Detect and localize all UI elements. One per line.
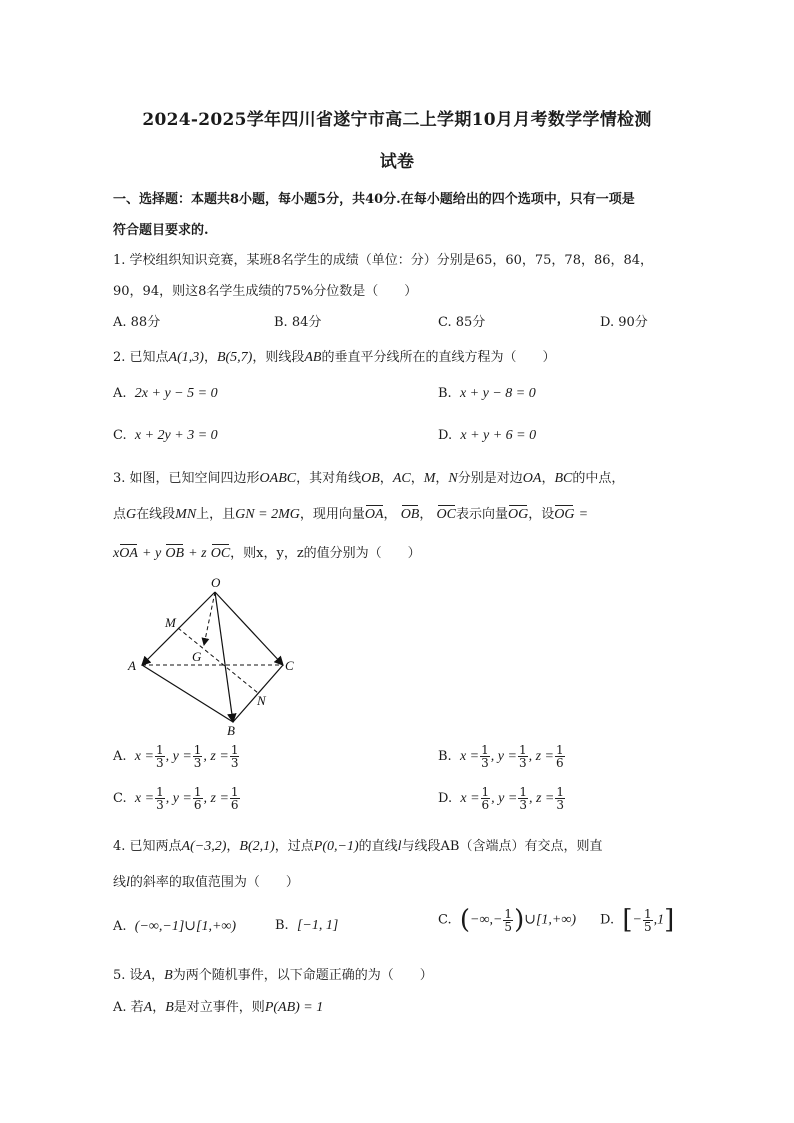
q5-opt-a-sep: ， (152, 1000, 166, 1015)
q4-option-c (438, 905, 576, 935)
fraction (155, 744, 165, 769)
paren-close: ) (514, 905, 525, 935)
q5-opt-a-t1: A. 若 (113, 1000, 144, 1015)
den: 5 (504, 919, 513, 934)
q4-option-d (600, 905, 674, 935)
edge-oc (215, 592, 283, 665)
num: 1 (193, 743, 202, 757)
q5-option-a (113, 996, 323, 1016)
q3-t15: ，则x，y，z的值分别为（ ） (230, 546, 421, 561)
q1-option-c: C. 85分 (438, 315, 486, 330)
q2-text: 2. 已知点 (113, 350, 169, 365)
q3-t5: ， (435, 471, 449, 486)
q2-stem (113, 346, 555, 366)
q3-z: + z (188, 546, 207, 561)
q2-option-b-expr: x + y − 8 = 0 (459, 386, 536, 401)
q3-option-d (438, 786, 566, 811)
q3-vec-ob: OB (400, 507, 420, 522)
q3-t3: ， (379, 471, 393, 486)
label-c: C (285, 658, 294, 673)
q4-opt-c-expr1: −∞,− (470, 912, 503, 928)
q5-t2: ， (151, 968, 165, 983)
q2-option-d (438, 428, 536, 444)
q5-t3: 为两个随机事件，以下命题正确的为（ ） (172, 968, 433, 983)
q4-opt-d-expr1: − (632, 912, 642, 928)
bracket-close: ] (664, 905, 675, 935)
q3-t8: 的中点， (572, 471, 625, 486)
den: 3 (519, 798, 527, 812)
q2-option-c-label: C. (113, 428, 127, 443)
fraction (480, 744, 490, 769)
q3-opt-a-y: , y = (165, 749, 192, 764)
q4-opt-b-expr: [−1, 1] (296, 918, 339, 933)
q3-n: N (448, 471, 458, 486)
q2-sep: ， (203, 350, 217, 365)
edge-ab (142, 665, 233, 722)
q2-option-c (113, 428, 218, 444)
den: 5 (643, 919, 652, 934)
den: 3 (556, 798, 565, 812)
num: 1 (156, 785, 164, 799)
q3-vec-oc: OC (436, 507, 456, 522)
den: 3 (156, 798, 164, 812)
q3-stem-cont2 (113, 542, 421, 562)
q3-eq: = (578, 507, 589, 522)
q3-t12: ，现用向量 (299, 507, 365, 522)
fraction (503, 908, 513, 933)
num: 1 (504, 906, 513, 921)
q3-opt-a-z: , z = (203, 749, 229, 764)
q3-opt-c-z: , z = (203, 791, 229, 806)
q5-stem (113, 964, 433, 984)
q3-opt-d-label: D. (438, 791, 453, 806)
fraction (518, 744, 528, 769)
q3-opt-d-z: , z = (528, 791, 555, 806)
q4-opt-a-label: A. (113, 919, 127, 934)
fraction (518, 786, 528, 811)
q4-t4: 的直线 (358, 839, 398, 854)
q3-t10: 在线段 (136, 507, 176, 522)
q3-stem (113, 467, 624, 487)
q1-stem: 1. 学校组织知识竞赛，某班8名学生的成绩（单位：分）分别是65，60，75，78，86，84， (113, 253, 654, 268)
q4-t5: 与线段AB（含端点）有交点，则直 (401, 839, 603, 854)
q5-opt-a-t2: 是对立事件，则 (173, 1000, 265, 1015)
fraction (555, 786, 565, 811)
q3-gn-eq: GN = 2MG (235, 507, 300, 522)
q3-option-c (113, 786, 241, 811)
q2-option-a-expr: 2x + y − 5 = 0 (134, 386, 218, 401)
q3-t6: 分别是对边 (457, 471, 523, 486)
den: 6 (230, 798, 239, 812)
q1-option-a: A. 88分 (113, 315, 161, 330)
num: 1 (230, 743, 239, 757)
q2-text3: 的垂直平分线所在的直线方程为（ ） (321, 350, 556, 365)
label-o: O (211, 575, 221, 590)
q3-vec-og: OG (507, 507, 529, 522)
q3-vec-ob-2: OB (165, 546, 185, 561)
q4-t6: 线 (113, 875, 127, 890)
q3-mn: MN (175, 507, 197, 522)
den: 6 (193, 798, 202, 812)
q3-t9: 点 (113, 507, 127, 522)
q4-option-a (113, 918, 236, 935)
q2-option-b (438, 386, 536, 402)
q2-point-a: A(1,3) (168, 350, 204, 365)
q3-g: G (126, 507, 137, 522)
den: 3 (518, 756, 527, 770)
q3-opt-d-x: x = (460, 791, 480, 806)
q3-ob: OB (361, 471, 380, 486)
vector-og-dashed (204, 592, 215, 645)
q4-option-b (275, 918, 338, 934)
q3-quad: OABC (259, 471, 297, 486)
q3-t11: 上，且 (196, 507, 236, 522)
q2-option-a (113, 386, 218, 402)
q3-vec-oc-2: OC (210, 546, 231, 561)
q4-stem (113, 835, 602, 855)
label-a: A (128, 658, 136, 673)
den: 3 (481, 756, 489, 770)
q5-t1: 5. 设 (113, 968, 143, 983)
q2-option-d-label: D. (438, 428, 453, 443)
q3-t7: ， (541, 471, 555, 486)
q3-opt-b-z: , z = (528, 749, 554, 764)
q5-opt-a-event-a: A (143, 1000, 153, 1015)
q3-oa: OA (522, 471, 542, 486)
q2-option-c-expr: x + 2y + 3 = 0 (134, 428, 218, 443)
q3-opt-c-x: x = (134, 791, 155, 806)
q4-opt-d-label: D. (600, 912, 615, 928)
q3-stem-cont (113, 503, 588, 523)
q3-t2: ，其对角线 (296, 471, 362, 486)
label-n: N (257, 693, 266, 708)
q2-text2: ，则线段 (252, 350, 305, 365)
q3-m: M (423, 471, 436, 486)
q5-opt-a-event-b: B (165, 1000, 174, 1015)
q4-point-b: B(2,1) (239, 839, 275, 854)
q4-line-l: l (397, 839, 402, 854)
num: 1 (555, 743, 564, 757)
segment-mn-dashed (178, 628, 258, 693)
label-m: M (165, 615, 176, 630)
exam-title: 2024-2025学年四川省遂宁市高二上学期10月月考数学学情检测 (142, 110, 652, 130)
q4-opt-d-expr2: ,1 (653, 912, 665, 928)
q3-t4: ， (410, 471, 424, 486)
q2-option-b-label: B. (438, 386, 452, 401)
q3-t13: 表示向量 (455, 507, 508, 522)
den: 6 (555, 756, 564, 770)
q4-opt-b-label: B. (275, 918, 289, 933)
q4-opt-c-expr2: ∪[1,+∞) (524, 912, 576, 928)
q1-stem-cont: 90，94，则这8名学生成绩的75%分位数是（ ） (113, 284, 418, 299)
q3-t1: 3. 如图，已知空间四边形 (113, 471, 260, 486)
q3-t14: ，设 (528, 507, 555, 522)
q2-point-b: B(5,7) (216, 350, 253, 365)
q3-opt-b-x: x = (459, 749, 480, 764)
fraction (193, 744, 203, 769)
q3-opt-c-label: C. (113, 791, 127, 806)
q2-option-d-expr: x + y + 6 = 0 (460, 428, 537, 443)
tetrahedron-figure (120, 572, 310, 742)
num: 1 (481, 743, 489, 757)
label-b: B (227, 723, 235, 738)
q3-opt-a-label: A. (113, 749, 127, 764)
q4-line-l-2: l (126, 875, 130, 890)
q4-t7: 的斜率的取值范围为（ ） (129, 875, 299, 890)
q3-x: x (113, 546, 120, 561)
num: 1 (481, 785, 490, 799)
q4-t3: ，过点 (274, 839, 314, 854)
section-instructions-cont: 符合题目要求的. (113, 223, 209, 238)
q4-point-p: P(0,−1) (313, 839, 359, 854)
q3-option-b (438, 744, 566, 769)
q3-sep2: ， (419, 507, 433, 522)
edge-ob (215, 592, 233, 722)
num: 1 (519, 785, 527, 799)
q3-opt-d-y: , y = (491, 791, 518, 806)
num: 1 (230, 785, 239, 799)
num: 1 (643, 906, 652, 921)
q3-bc: BC (554, 471, 573, 486)
q3-vec-oa: OA (364, 507, 384, 522)
fraction (155, 786, 165, 811)
fraction (193, 786, 203, 811)
label-g: G (192, 649, 202, 664)
q3-vec-oa-2: OA (119, 546, 138, 561)
fraction (481, 786, 491, 811)
den: 6 (481, 798, 490, 812)
fraction (643, 908, 653, 933)
fraction (230, 744, 240, 769)
paren-open: ( (459, 905, 471, 935)
den: 3 (193, 756, 202, 770)
q5-opt-a-expr: P(AB) = 1 (264, 1000, 324, 1015)
q3-opt-a-x: x = (134, 749, 154, 764)
num: 1 (155, 743, 164, 757)
q1-option-b: B. 84分 (274, 315, 322, 330)
q3-y: + y (142, 546, 162, 561)
q5-event-a: A (142, 968, 152, 983)
q4-stem-cont (113, 871, 299, 891)
q4-t1: 4. 已知两点 (113, 839, 182, 854)
num: 1 (193, 785, 202, 799)
q4-opt-c-label: C. (438, 912, 452, 928)
den: 3 (155, 756, 164, 770)
q1-option-d: D. 90分 (600, 315, 648, 330)
q3-option-a (113, 744, 240, 769)
q2-option-a-label: A. (113, 386, 127, 401)
q3-opt-c-y: , y = (165, 791, 192, 806)
q3-opt-b-y: , y = (490, 749, 517, 764)
num: 1 (556, 785, 565, 799)
exam-title-cont: 试卷 (379, 152, 415, 172)
den: 3 (230, 756, 239, 770)
q4-t2: ， (226, 839, 240, 854)
q4-point-a: A(−3,2) (181, 839, 227, 854)
q3-opt-b-label: B. (438, 749, 452, 764)
q4-opt-a-expr: (−∞,−1]∪[1,+∞) (134, 919, 237, 934)
q2-segment: AB (304, 350, 322, 365)
fraction (555, 744, 565, 769)
num: 1 (518, 743, 527, 757)
q5-event-b: B (164, 968, 173, 983)
q3-ac: AC (392, 471, 411, 486)
section-instructions: 一、选择题：本题共8小题，每小题5分，共40分.在每小题给出的四个选项中，只有一项是 (113, 192, 635, 207)
q3-sep1: ， (383, 507, 397, 522)
bracket-open: [ (622, 905, 633, 935)
fraction (230, 786, 240, 811)
q3-vec-og-2: OG (554, 507, 575, 522)
